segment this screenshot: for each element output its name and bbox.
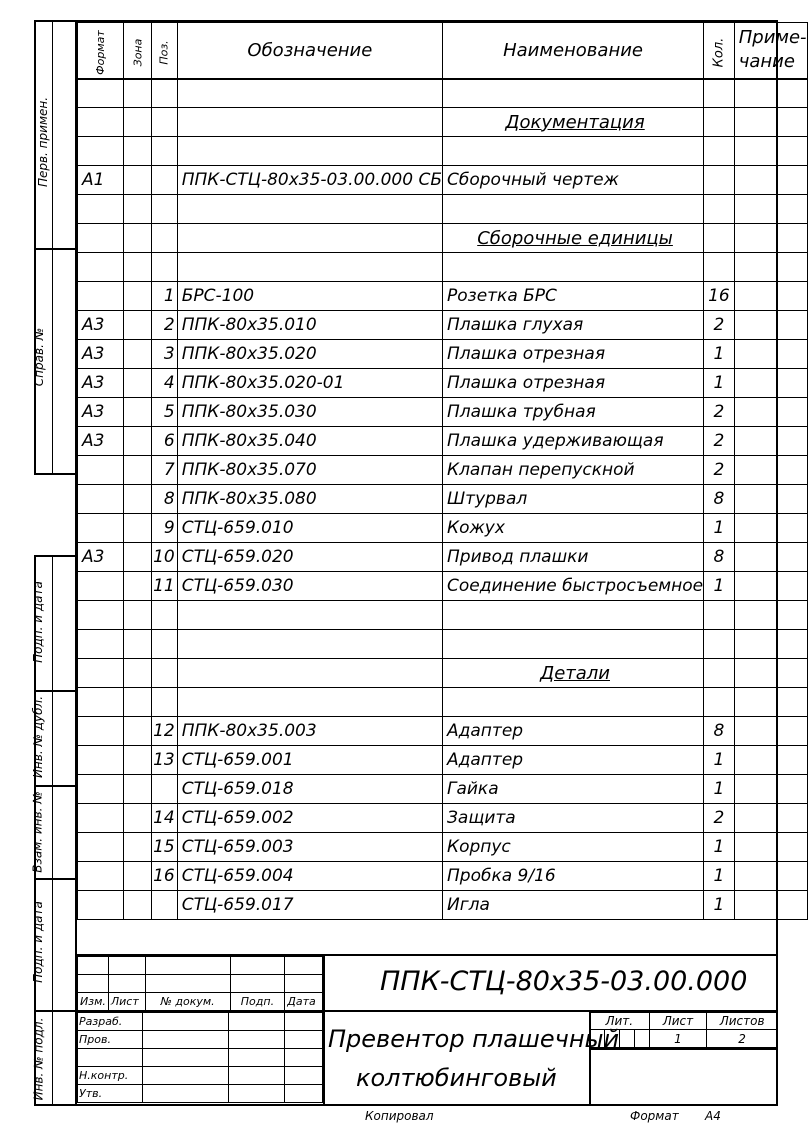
cell-code: СТЦ-659.018 [177, 775, 442, 804]
cell-format: А3 [78, 398, 124, 427]
cell-name: Розетка БРС [443, 282, 704, 311]
col-primechanie: Приме-чание [734, 23, 807, 79]
cell-zone [123, 79, 152, 108]
cell-name: Сборочные единицы [443, 224, 704, 253]
cell-code [177, 688, 442, 717]
cell-name: Детали [443, 659, 704, 688]
label-list: Лист [108, 993, 145, 1011]
table-row [78, 108, 808, 137]
cell-qty [704, 601, 735, 630]
cell-note [734, 746, 807, 775]
col-zona: Зона [123, 23, 152, 79]
side-divider-5 [34, 1010, 77, 1012]
table-row [78, 340, 808, 369]
sheet-grid [589, 1012, 778, 1048]
sheets-value: 2 [707, 1030, 778, 1048]
cell-format [78, 601, 124, 630]
cell-format [78, 572, 124, 601]
cell-pos [152, 137, 177, 166]
side-divider-3 [34, 785, 77, 787]
cell-pos: 9 [152, 514, 177, 543]
table-row [78, 224, 808, 253]
label-lit: Лит. [590, 1013, 650, 1030]
cell-qty: 2 [704, 398, 735, 427]
cell-note [734, 833, 807, 862]
table-row [78, 253, 808, 282]
cell-format [78, 224, 124, 253]
label-razrab: Разраб. [78, 1013, 143, 1031]
cell-qty: 2 [704, 427, 735, 456]
cell-qty [704, 630, 735, 659]
cell-code: СТЦ-659.004 [177, 862, 442, 891]
table-row [78, 166, 808, 195]
cell-qty: 2 [704, 804, 735, 833]
cell-note [734, 311, 807, 340]
footer-format-value: А4 [705, 1109, 721, 1123]
cell-note [734, 804, 807, 833]
cell-note [734, 195, 807, 224]
cell-pos: 15 [152, 833, 177, 862]
cell-code: ППК-80х35.040 [177, 427, 442, 456]
cell-pos: 11 [152, 572, 177, 601]
cell-code: СТЦ-659.001 [177, 746, 442, 775]
cell-pos: 1 [152, 282, 177, 311]
cell-format [78, 833, 124, 862]
col-format: Формат [78, 23, 124, 79]
table-row [78, 862, 808, 891]
cell-zone [123, 601, 152, 630]
cell-qty: 8 [704, 485, 735, 514]
cell-note [734, 862, 807, 891]
cell-zone [123, 746, 152, 775]
cell-note [734, 572, 807, 601]
label-podp: Подп. [230, 993, 285, 1011]
cell-qty: 1 [704, 746, 735, 775]
cell-zone [123, 166, 152, 195]
table-row [78, 688, 808, 717]
cell-name: Плашка отрезная [443, 369, 704, 398]
table-row [78, 775, 808, 804]
cell-format [78, 862, 124, 891]
cell-pos [152, 688, 177, 717]
cell-code [177, 79, 442, 108]
cell-code: ППК-80х35.020 [177, 340, 442, 369]
label-sheet: Лист [649, 1013, 707, 1030]
side-divider-4 [34, 878, 77, 880]
cell-format: А3 [78, 311, 124, 340]
col-naimenovanie: Наименование [443, 23, 704, 79]
cell-pos: 6 [152, 427, 177, 456]
cell-qty [704, 108, 735, 137]
cell-format: А3 [78, 369, 124, 398]
table-row [78, 601, 808, 630]
cell-name [443, 79, 704, 108]
table-row [78, 195, 808, 224]
cell-format [78, 891, 124, 920]
cell-note [734, 775, 807, 804]
cell-zone [123, 688, 152, 717]
cell-format [78, 688, 124, 717]
table-row [78, 717, 808, 746]
cell-zone [123, 485, 152, 514]
cell-name: Корпус [443, 833, 704, 862]
cell-code [177, 137, 442, 166]
table-row [78, 833, 808, 862]
cell-pos [152, 601, 177, 630]
cell-pos: 3 [152, 340, 177, 369]
table-row [78, 79, 808, 108]
cell-zone [123, 630, 152, 659]
cell-note [734, 717, 807, 746]
cell-name: Плашка удерживающая [443, 427, 704, 456]
cell-zone [123, 369, 152, 398]
cell-zone [123, 427, 152, 456]
cell-format [78, 514, 124, 543]
table-row [78, 891, 808, 920]
cell-note [734, 253, 807, 282]
cell-zone [123, 717, 152, 746]
cell-zone [123, 514, 152, 543]
cell-pos [152, 79, 177, 108]
col-oboznachenie: Обозначение [177, 23, 442, 79]
cell-qty: 1 [704, 369, 735, 398]
cell-pos: 14 [152, 804, 177, 833]
cell-zone [123, 659, 152, 688]
cell-format [78, 79, 124, 108]
cell-qty [704, 137, 735, 166]
side-podp-data-2: Подп. и дата [30, 901, 45, 983]
cell-name: Плашка отрезная [443, 340, 704, 369]
cell-format [78, 659, 124, 688]
cell-qty: 1 [704, 862, 735, 891]
cell-note [734, 891, 807, 920]
cell-format: А1 [78, 166, 124, 195]
side-sprav-no: Справ. № [32, 327, 47, 387]
side-divider-1 [34, 248, 77, 250]
cell-pos: 16 [152, 862, 177, 891]
cell-zone [123, 311, 152, 340]
cell-code [177, 630, 442, 659]
cell-note [734, 543, 807, 572]
cell-name: Адаптер [443, 746, 704, 775]
cell-note [734, 427, 807, 456]
table-row [78, 456, 808, 485]
cell-format [78, 253, 124, 282]
cell-zone [123, 340, 152, 369]
label-utv: Утв. [78, 1085, 143, 1103]
cell-pos [152, 253, 177, 282]
cell-zone [123, 456, 152, 485]
cell-qty: 1 [704, 514, 735, 543]
cell-format [78, 108, 124, 137]
cell-name [443, 195, 704, 224]
cell-code [177, 601, 442, 630]
footer-format-label: Формат [630, 1109, 679, 1123]
label-prov: Пров. [78, 1031, 143, 1049]
cell-note [734, 340, 807, 369]
table-row [78, 137, 808, 166]
sheet-value: 1 [649, 1030, 707, 1048]
cell-pos: 4 [152, 369, 177, 398]
cell-pos [152, 195, 177, 224]
table-row [78, 282, 808, 311]
cell-note [734, 485, 807, 514]
sign-grid [77, 1012, 323, 1103]
cell-code: БРС-100 [177, 282, 442, 311]
cell-format [78, 630, 124, 659]
cell-pos: 12 [152, 717, 177, 746]
cell-qty [704, 659, 735, 688]
cell-qty [704, 195, 735, 224]
table-row [78, 369, 808, 398]
cell-format [78, 485, 124, 514]
cell-name: Плашка глухая [443, 311, 704, 340]
cell-name [443, 630, 704, 659]
cell-name: Документация [443, 108, 704, 137]
label-data: Дата [285, 993, 323, 1011]
label-sheets: Листов [707, 1013, 778, 1030]
cell-note [734, 688, 807, 717]
sheet-block-hdiv [589, 1048, 778, 1050]
cell-qty: 1 [704, 340, 735, 369]
specification-table [77, 22, 808, 920]
cell-pos [152, 630, 177, 659]
cell-format [78, 804, 124, 833]
cell-qty [704, 224, 735, 253]
table-row [78, 804, 808, 833]
cell-name: Клапан перепускной [443, 456, 704, 485]
cell-qty: 2 [704, 456, 735, 485]
cell-pos: 7 [152, 456, 177, 485]
cell-name: Соединение быстросъемное [443, 572, 704, 601]
cell-zone [123, 775, 152, 804]
change-grid [77, 956, 323, 1011]
cell-name: Кожух [443, 514, 704, 543]
cell-code: СТЦ-659.010 [177, 514, 442, 543]
cell-note [734, 108, 807, 137]
cell-zone [123, 572, 152, 601]
cell-qty: 8 [704, 717, 735, 746]
cell-name: Защита [443, 804, 704, 833]
cell-code [177, 659, 442, 688]
cell-qty: 1 [704, 572, 735, 601]
product-name-1: Превентор плашечный [328, 1025, 620, 1053]
cell-pos: 2 [152, 311, 177, 340]
cell-note [734, 369, 807, 398]
cell-note [734, 659, 807, 688]
cell-pos [152, 891, 177, 920]
cell-pos [152, 224, 177, 253]
table-row [78, 630, 808, 659]
cell-note [734, 137, 807, 166]
cell-pos: 10 [152, 543, 177, 572]
cell-zone [123, 282, 152, 311]
cell-code: СТЦ-659.017 [177, 891, 442, 920]
cell-pos: 13 [152, 746, 177, 775]
cell-name: Плашка трубная [443, 398, 704, 427]
cell-code: ППК-80х35.030 [177, 398, 442, 427]
side-inv-dubl: Инв. № дубл. [31, 695, 46, 779]
table-row [78, 746, 808, 775]
cell-pos [152, 166, 177, 195]
col-kol: Кол. [704, 23, 735, 79]
cell-code [177, 108, 442, 137]
cell-format: А3 [78, 427, 124, 456]
side-perv-primen: Перв. примен. [36, 96, 51, 188]
table-row [78, 659, 808, 688]
cell-pos: 8 [152, 485, 177, 514]
cell-name: Гайка [443, 775, 704, 804]
cell-name: Сборочный чертеж [443, 166, 704, 195]
table-row [78, 398, 808, 427]
cell-name [443, 137, 704, 166]
cell-qty: 16 [704, 282, 735, 311]
cell-note [734, 166, 807, 195]
footer-kopiroval: Копировал [365, 1109, 434, 1123]
col-poz: Поз. [152, 23, 177, 79]
cell-qty [704, 253, 735, 282]
cell-qty: 2 [704, 311, 735, 340]
cell-code: СТЦ-659.020 [177, 543, 442, 572]
side-divider-2 [34, 690, 77, 692]
cell-zone [123, 224, 152, 253]
cell-code: ППК-80х35.080 [177, 485, 442, 514]
cell-pos [152, 659, 177, 688]
cell-format: А3 [78, 340, 124, 369]
cell-pos [152, 108, 177, 137]
cell-pos [152, 775, 177, 804]
cell-zone [123, 862, 152, 891]
cell-note [734, 514, 807, 543]
label-n-dokum: № докум. [145, 993, 230, 1011]
cell-name: Адаптер [443, 717, 704, 746]
cell-qty: 1 [704, 891, 735, 920]
cell-zone [123, 253, 152, 282]
label-n-kontr: Н.контр. [78, 1067, 143, 1085]
cell-format [78, 456, 124, 485]
cell-note [734, 630, 807, 659]
cell-code [177, 224, 442, 253]
cell-note [734, 282, 807, 311]
cell-zone [123, 543, 152, 572]
cell-qty [704, 166, 735, 195]
product-name-2: колтюбинговый [356, 1064, 557, 1092]
side-divider-inner-upper [52, 20, 53, 475]
cell-code: ППК-СТЦ-80х35-03.00.000 СБ [177, 166, 442, 195]
cell-note [734, 79, 807, 108]
cell-qty [704, 79, 735, 108]
cell-zone [123, 891, 152, 920]
label-izm: Изм. [78, 993, 109, 1011]
table-row [78, 427, 808, 456]
cell-format [78, 137, 124, 166]
cell-name: Штурвал [443, 485, 704, 514]
cell-name [443, 601, 704, 630]
cell-format: А3 [78, 543, 124, 572]
cell-zone [123, 108, 152, 137]
side-divider-inner-lower [52, 555, 53, 1106]
cell-zone [123, 195, 152, 224]
cell-code: ППК-80х35.003 [177, 717, 442, 746]
cell-note [734, 224, 807, 253]
cell-qty: 8 [704, 543, 735, 572]
cell-note [734, 456, 807, 485]
cell-zone [123, 804, 152, 833]
table-row [78, 543, 808, 572]
cell-name [443, 688, 704, 717]
titleblock-designation: ППК-СТЦ-80х35-03.00.000 [380, 966, 748, 997]
cell-code: СТЦ-659.003 [177, 833, 442, 862]
cell-name: Привод плашки [443, 543, 704, 572]
cell-zone [123, 833, 152, 862]
cell-code: СТЦ-659.030 [177, 572, 442, 601]
table-row [78, 572, 808, 601]
cell-code: ППК-80х35.070 [177, 456, 442, 485]
cell-qty: 1 [704, 775, 735, 804]
cell-code [177, 195, 442, 224]
cell-code [177, 253, 442, 282]
side-podp-data-1: Подп. и дата [30, 581, 45, 663]
cell-name: Пробка 9/16 [443, 862, 704, 891]
cell-format [78, 282, 124, 311]
cell-format [78, 746, 124, 775]
cell-zone [123, 137, 152, 166]
cell-pos: 5 [152, 398, 177, 427]
titleblock-vdiv [323, 954, 325, 1106]
table-row [78, 311, 808, 340]
table-row [78, 485, 808, 514]
cell-code: ППК-80х35.010 [177, 311, 442, 340]
table-row [78, 514, 808, 543]
cell-name [443, 253, 704, 282]
cell-note [734, 601, 807, 630]
cell-code: СТЦ-659.002 [177, 804, 442, 833]
cell-qty [704, 688, 735, 717]
cell-format [78, 195, 124, 224]
cell-format [78, 775, 124, 804]
cell-code: ППК-80х35.020-01 [177, 369, 442, 398]
cell-note [734, 398, 807, 427]
table-header-row [78, 23, 808, 79]
cell-zone [123, 398, 152, 427]
side-inv-podl: Инв. № подл. [31, 1017, 46, 1101]
side-vzam-inv: Взам. инв. № [30, 791, 45, 873]
cell-qty: 1 [704, 833, 735, 862]
cell-name: Игла [443, 891, 704, 920]
cell-format [78, 717, 124, 746]
